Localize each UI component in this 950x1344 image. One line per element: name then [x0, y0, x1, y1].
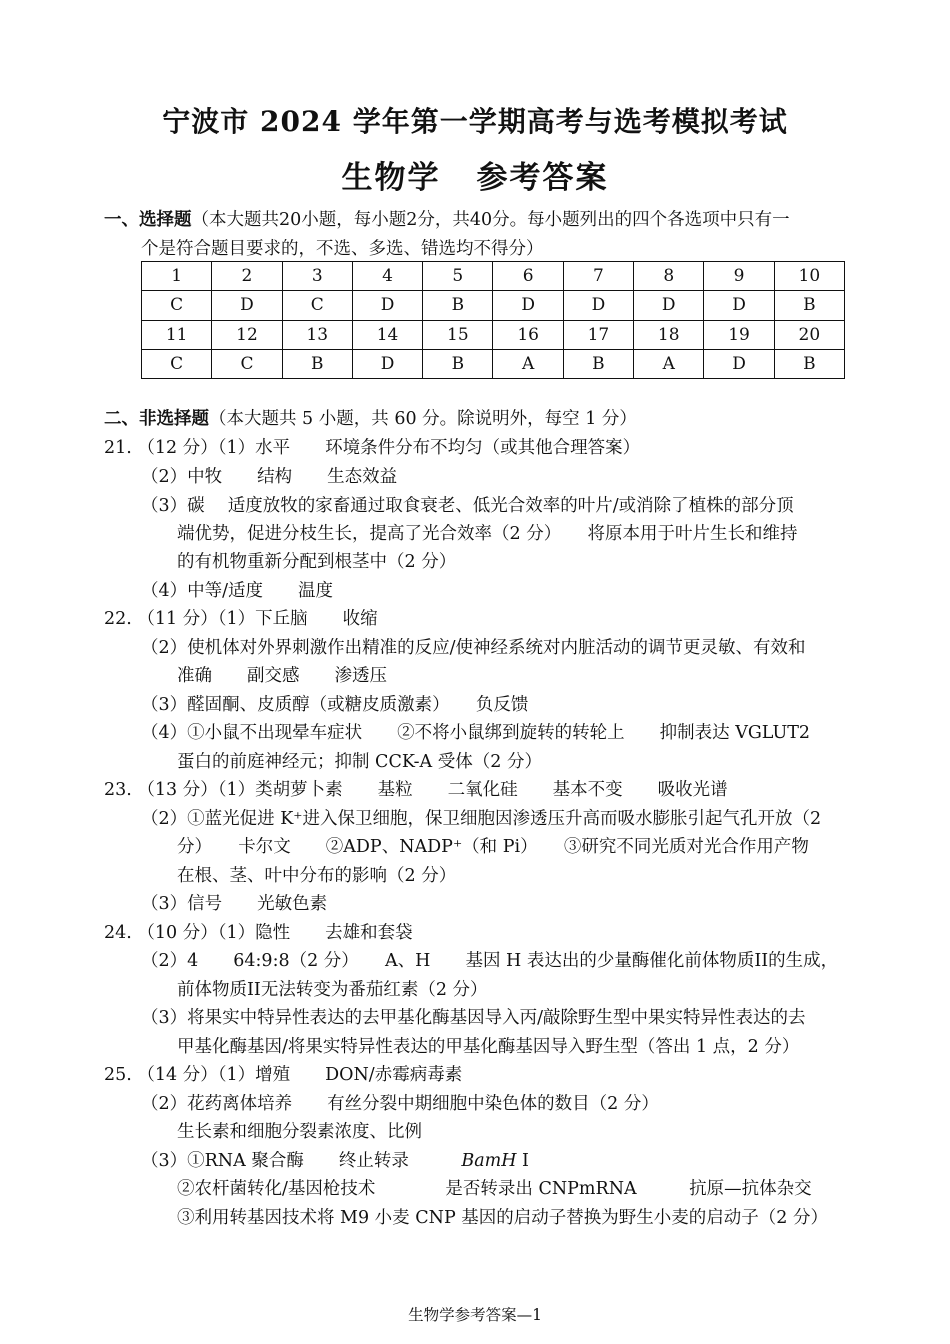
- table-cell: D: [704, 349, 774, 378]
- table-cell: B: [774, 291, 844, 320]
- table-cell: 8: [634, 262, 704, 291]
- table-cell: 7: [563, 262, 633, 291]
- table-cell: 20: [774, 320, 844, 349]
- table-cell: 10: [774, 262, 844, 291]
- q24-line: 前体物质II无法转变为番茄红素（2 分）: [177, 980, 488, 1000]
- section1-heading: 一、选择题: [104, 210, 192, 230]
- table-cell: B: [423, 291, 493, 320]
- q22-line: （2）使机体对外界刺激作出精准的反应/使神经系统对内脏活动的调节更灵敏、有效和: [141, 638, 806, 658]
- table-cell: C: [142, 349, 212, 378]
- table-cell: D: [563, 291, 633, 320]
- table-row: [142, 349, 845, 378]
- table-cell: 18: [634, 320, 704, 349]
- table-cell: 9: [704, 262, 774, 291]
- q23-line: 分） 卡尔文 ②ADP、NADP⁺（和 Pi） ③研究不同光质对光合作用产物: [177, 837, 809, 857]
- q25-part3-text: （3）①RNA 聚合酶 终止转录: [141, 1151, 462, 1171]
- q25-line: ③利用转基因技术将 M9 小麦 CNP 基因的启动子替换为野生小麦的启动子（2 分）: [177, 1208, 828, 1228]
- page-footer: 生物学参考答案—1: [408, 1306, 542, 1324]
- table-cell: 5: [423, 262, 493, 291]
- q22-line: 蛋白的前庭神经元；抑制 CCK-A 受体（2 分）: [177, 752, 542, 772]
- section2-desc: （本大题共 5 小题，共 60 分。除说明外，每空 1 分）: [209, 409, 637, 429]
- enzyme-name: BamH: [461, 1151, 517, 1171]
- table-cell: 3: [282, 262, 352, 291]
- table-row: [142, 320, 845, 349]
- table-cell: B: [774, 349, 844, 378]
- q24-line: 24. （10 分）（1）隐性 去雄和套袋: [104, 923, 413, 943]
- table-cell: A: [634, 349, 704, 378]
- section2-header: [104, 405, 637, 430]
- enzyme-suffix: I: [516, 1151, 529, 1171]
- answer-table: [141, 261, 845, 379]
- q23-line: （2）①蓝光促进 K⁺进入保卫细胞，保卫细胞因渗透压升高而吸水膨胀引起气孔开放（2: [141, 809, 822, 829]
- q24-line: （2）4 64:9:8（2 分） A、H 基因 H 表达出的少量酶催化前体物质II的生成，: [141, 951, 839, 971]
- q21-line: （3）碳 适度放牧的家畜通过取食衰老、低光合效率的叶片/或消除了植株的部分顶: [141, 496, 794, 516]
- q25-line: ②农杆菌转化/基因枪技术 是否转录出 CNPmRNA 抗原—抗体杂交: [177, 1179, 812, 1199]
- table-cell: D: [352, 349, 422, 378]
- q23-line: （3）信号 光敏色素: [141, 894, 328, 914]
- table-cell: D: [212, 291, 282, 320]
- table-cell: 12: [212, 320, 282, 349]
- section1-header: [104, 206, 790, 231]
- table-cell: 17: [563, 320, 633, 349]
- table-cell: B: [282, 349, 352, 378]
- table-cell: D: [704, 291, 774, 320]
- table-cell: D: [634, 291, 704, 320]
- q22-line: 22. （11 分）（1）下丘脑 收缩: [104, 609, 378, 629]
- table-cell: B: [423, 349, 493, 378]
- q25-line: [141, 1147, 529, 1172]
- q21-line: 21. （12 分）（1）水平 环境条件分布不均匀（或其他合理答案）: [104, 438, 641, 458]
- q24-line: （3）将果实中特异性表达的去甲基化酶基因导入丙/敲除野生型中果实特异性表达的去: [141, 1008, 806, 1028]
- table-cell: 19: [704, 320, 774, 349]
- table-cell: 6: [493, 262, 563, 291]
- q25-line: 生长素和细胞分裂素浓度、比例: [177, 1122, 422, 1142]
- table-cell: C: [142, 291, 212, 320]
- table-cell: D: [352, 291, 422, 320]
- table-cell: 16: [493, 320, 563, 349]
- q22-line: （4）①小鼠不出现晕车症状 ②不将小鼠绑到旋转的转轮上 抑制表达 VGLUT2: [141, 723, 811, 743]
- table-row: [142, 262, 845, 291]
- q24-line: 甲基化酶基因/将果实特异性表达的甲基化酶基因导入野生型（答出 1 点，2 分）: [177, 1037, 800, 1057]
- subtitle-subject: 生物学: [341, 160, 441, 196]
- table-cell: C: [212, 349, 282, 378]
- table-cell: 13: [282, 320, 352, 349]
- table-cell: 15: [423, 320, 493, 349]
- page-subtitle: [0, 152, 950, 197]
- q21-line: （4）中等/适度 温度: [141, 581, 334, 601]
- section1-desc: （本大题共20小题，每小题2分，共40分。每小题列出的四个各选项中只有一: [191, 210, 790, 230]
- q22-line: 准确 副交感 渗透压: [177, 666, 387, 686]
- table-row: [142, 291, 845, 320]
- q23-line: 在根、茎、叶中分布的影响（2 分）: [177, 866, 457, 886]
- table-cell: B: [563, 349, 633, 378]
- q25-line: 25. （14 分）（1）增殖 DON/赤霉病毒素: [104, 1065, 463, 1085]
- table-cell: A: [493, 349, 563, 378]
- section2-heading: 二、非选择题: [104, 409, 209, 429]
- table-cell: 2: [212, 262, 282, 291]
- q22-line: （3）醛固酮、皮质醇（或糖皮质激素） 负反馈: [141, 695, 529, 715]
- q21-line: （2）中牧 结构 生态效益: [141, 467, 398, 487]
- q23-line: 23. （13 分）（1）类胡萝卜素 基粒 二氧化硅 基本不变 吸收光谱: [104, 780, 728, 800]
- q21-line: 端优势，促进分枝生长，提高了光合效率（2 分） 将原本用于叶片生长和维持: [177, 524, 798, 544]
- page-title: 宁波市 2024 学年第一学期高考与选考模拟考试: [162, 105, 788, 138]
- table-cell: D: [493, 291, 563, 320]
- subtitle-answer: 参考答案: [476, 160, 609, 196]
- q21-line: 的有机物重新分配到根茎中（2 分）: [177, 552, 457, 572]
- section1-desc-cont: 个是符合题目要求的，不选、多选、错选均不得分）: [141, 239, 544, 259]
- table-cell: 11: [142, 320, 212, 349]
- table-cell: 4: [352, 262, 422, 291]
- q25-line: （2）花药离体培养 有丝分裂中期细胞中染色体的数目（2 分）: [141, 1094, 659, 1114]
- table-cell: 1: [142, 262, 212, 291]
- table-cell: C: [282, 291, 352, 320]
- table-cell: 14: [352, 320, 422, 349]
